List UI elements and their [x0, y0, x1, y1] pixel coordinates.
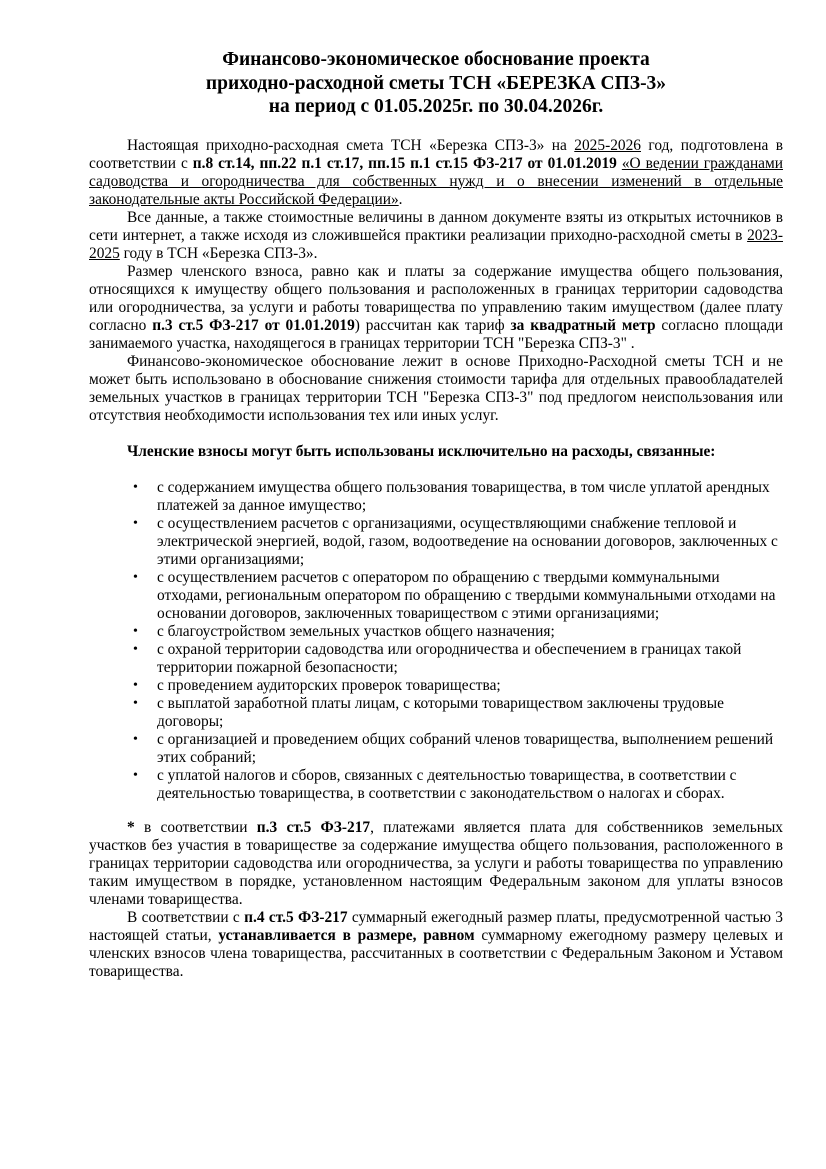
list-item [89, 641, 783, 677]
list-item-text: с благоустройством земельных участков общего назначения; [157, 622, 555, 640]
title-line-3: на период с 01.05.2025г. по 30.04.2026г. [268, 96, 604, 117]
tariff-unit: за квадратный метр [510, 316, 656, 334]
intro-paragraph-3 [89, 263, 783, 353]
text-run: Настоящая приходно-расходная смета ТСН «Березка СПЗ-3» на [127, 136, 575, 154]
footnote-star: * [127, 818, 135, 836]
law-reference: п.8 ст.14, пп.22 п.1 ст.17, пп.15 п.1 ст.15 ФЗ-217 от 01.01.2019 [192, 154, 617, 172]
bullet-icon: • [133, 677, 138, 693]
bullet-icon: • [133, 767, 138, 783]
footnote-paragraph-1 [89, 819, 783, 909]
document-title [89, 48, 783, 119]
bullet-icon: • [133, 623, 138, 639]
document-page [89, 48, 783, 981]
bullet-icon: • [133, 569, 138, 585]
footnote-paragraph-2 [89, 909, 783, 981]
period-years: 2025-2026 [574, 136, 641, 154]
bullet-icon: • [133, 695, 138, 711]
list-item [89, 515, 783, 569]
text-run: согласно площади занимаемого участка, находящегося в границах территории ТСН "Березка СПЗ-3" . [89, 316, 783, 352]
list-item-text: с выплатой заработной платы лицам, с которыми товариществом заключены трудовые договоры; [157, 694, 724, 730]
list-item [89, 695, 783, 731]
practice-years: 2023-2025 [89, 226, 783, 262]
text-run: в соответствии [134, 818, 257, 836]
list-item-text: с содержанием имущества общего пользования товарищества, в том числе уплатой арендных платежей за данное имущество; [157, 478, 770, 514]
list-item-text: с осуществлением расчетов с оператором по обращению с твердыми коммунальными отходами, региональным оператором по обращению с твердыми коммунальными отходами на основании договоров, заключенных товариществом с этими организациями; [157, 568, 776, 622]
text-run: суммарному ежегодному размеру целевых и членских взносов члена товарищества, рассчитанных в соответствии с Федеральным Законом и Уставом товарищества. [89, 926, 783, 980]
list-item [89, 677, 783, 695]
list-item [89, 479, 783, 515]
text-run: В соответствии с [127, 908, 245, 926]
law-title-link[interactable]: «О ведении гражданами садоводства и огородничества для собственных нужд и о внесении изменений в отдельные законодательные акты Российской Федерации» [89, 154, 783, 208]
list-item [89, 731, 783, 767]
text-run: суммарный ежегодный размер платы, предусмотренной частью 3 настоящей статьи, [89, 908, 784, 944]
bullet-icon: • [133, 641, 138, 657]
emphasis-text: устанавливается в размере, равном [218, 926, 475, 944]
text-run: году в ТСН «Березка СПЗ-3». [119, 244, 318, 262]
list-item-text: с осуществлением расчетов с организациями, осуществляющими снабжение тепловой и электрической энергией, водой, газом, водоотведение на основании договоров, заключенных с этими организациями; [157, 514, 778, 568]
list-item [89, 767, 783, 803]
expense-list [89, 479, 783, 803]
text-run: ) рассчитан как тариф [354, 316, 511, 334]
law-reference: п.4 ст.5 ФЗ-217 [244, 908, 348, 926]
list-item-text: с охраной территории садоводства или огородничества и обеспечением в границах такой территории пожарной безопасности; [157, 640, 742, 676]
footnote-section [89, 819, 783, 981]
list-item [89, 623, 783, 641]
list-item-text: с организацией и проведением общих собраний членов товарищества, выполнением решений этих собраний; [157, 730, 774, 766]
law-reference: п.3 ст.5 ФЗ-217 [256, 818, 371, 836]
intro-paragraph-4: Финансово-экономическое обоснование лежит в основе Приходно-Расходной сметы ТСН и не может быть использовано в обоснование снижения стоимости тарифа для отдельных правообладателей земельных участков в границах территории ТСН "Березка СПЗ-3" под предлогом неиспользования или отсутствия необходимости использования тех или иных услуг. [89, 352, 783, 424]
bullet-icon: • [133, 731, 138, 747]
list-item-text: с проведением аудиторских проверок товарищества; [157, 676, 501, 694]
text-run: , платежами является плата для собственников земельных участков без участия в товариществе за содержание имущества общего пользования, расположенного в границах территории садоводства или огородничества, за услуги и работы товарищества по управлению таким имуществом в порядке, установленном настоящим Федеральным законом для уплаты взносов членами товарищества. [89, 818, 783, 908]
text-run: . [398, 190, 403, 208]
title-line-1: Финансово-экономическое обоснование проекта [222, 49, 650, 70]
bullet-icon: • [133, 479, 138, 495]
title-line-2: приходно-расходной сметы ТСН «БЕРЕЗКА СПЗ-3» [205, 72, 667, 94]
intro-paragraph-2 [89, 209, 783, 263]
text-run: год, подготовлена в соответствии с [89, 136, 783, 172]
list-item-text: с уплатой налогов и сборов, связанных с деятельностью товарищества, в соответствии с деятельностью товарищества, в соответствии с законодательством о налогах и сборах. [157, 766, 737, 802]
text-run: Размер членского взноса, равно как и платы за содержание имущества общего пользования, относящихся к имуществу общего пользования и расположенных в границах территории садоводства или огородничества, за услуги и работы товарищества по управлению таким имуществом (далее плату согласно [89, 262, 783, 334]
law-reference: п.3 ст.5 ФЗ-217 от 01.01.2019 [152, 316, 355, 334]
section-heading: Членские взносы могут быть использованы исключительно на расходы, связанные: [127, 442, 716, 460]
text-run: Все данные, а также стоимостные величины в данном документе взяты из открытых источников в сети интернет, а также исходя из сложившейся практики реализации приходно-расходной сметы в [89, 208, 783, 244]
intro-paragraph-1 [89, 137, 783, 209]
list-item [89, 569, 783, 623]
bullet-icon: • [133, 515, 138, 531]
